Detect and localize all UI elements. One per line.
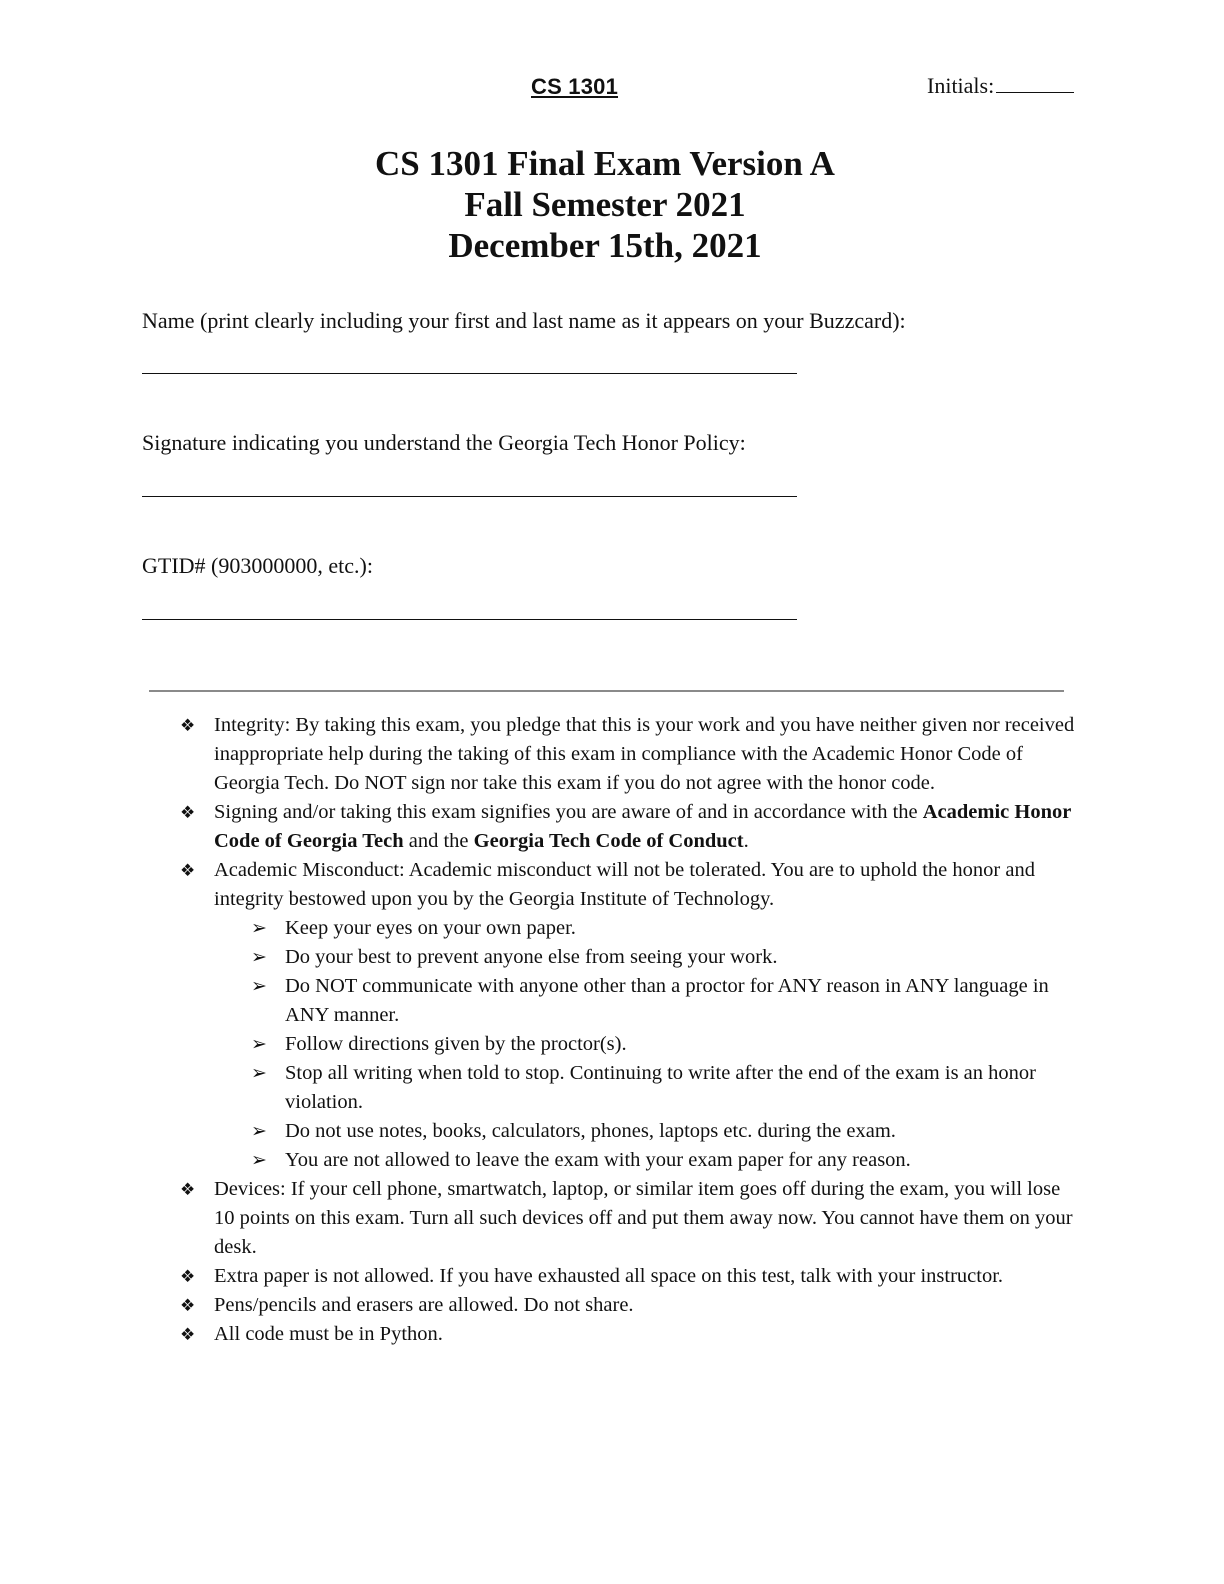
arrow-bullet-icon: ➢ bbox=[251, 976, 267, 997]
subrule-item bbox=[180, 1030, 1080, 1059]
initials-label: Initials: bbox=[927, 73, 995, 98]
initials-blank-line[interactable] bbox=[996, 72, 1074, 93]
name-field-label: Name (print clearly including your first and last name as it appears on your Buzzcard): bbox=[142, 308, 906, 333]
diamond-bullet-icon: ❖ bbox=[180, 1180, 196, 1199]
rule-text: and the bbox=[403, 830, 474, 852]
subrule-text: You are not allowed to leave the exam with your exam paper for any reason. bbox=[285, 1149, 911, 1171]
arrow-bullet-icon: ➢ bbox=[251, 1034, 267, 1055]
subrule-item bbox=[180, 1117, 1080, 1146]
diamond-bullet-icon: ❖ bbox=[180, 1296, 196, 1315]
rule-pens bbox=[180, 1291, 1080, 1320]
rule-text: All code must be in Python. bbox=[214, 1323, 443, 1345]
exam-title bbox=[0, 143, 1210, 266]
honor-code-name: Academic Honor Code of Georgia Tech bbox=[214, 801, 1071, 852]
rule-misconduct bbox=[180, 856, 1080, 914]
name-field-line[interactable] bbox=[142, 373, 797, 374]
signature-field-line[interactable] bbox=[142, 496, 797, 497]
misconduct-subrules bbox=[180, 914, 1080, 1175]
exam-title-line-3: December 15th, 2021 bbox=[448, 226, 762, 265]
gtid-field-label: GTID# (903000000, etc.): bbox=[142, 553, 373, 578]
rule-extra-paper bbox=[180, 1262, 1080, 1291]
subrule-item bbox=[180, 943, 1080, 972]
subrule-text: Do NOT communicate with anyone other than a proctor for ANY reason in ANY language in ANY manner. bbox=[285, 975, 1049, 1026]
rule-text: Academic Misconduct: Academic misconduct will not be tolerated. You are to uphold the honor and integrity bestowed upon you by the Georgia Institute of Technology. bbox=[214, 859, 1035, 910]
exam-rules bbox=[180, 711, 1080, 1349]
rule-text: Integrity: By taking this exam, you pledge that this is your work and you have neither given nor received inappropriate help during the taking of this exam in compliance with the Academic Honor Code of Georgia Tech. Do NOT sign nor take this exam if you do not agree with the honor code. bbox=[214, 714, 1075, 794]
rule-text: Signing and/or taking this exam signifies you are aware of and in accordance with the bbox=[214, 801, 923, 823]
course-code: CS 1301 bbox=[531, 74, 619, 99]
diamond-bullet-icon: ❖ bbox=[180, 1267, 196, 1286]
subrule-item bbox=[180, 914, 1080, 943]
arrow-bullet-icon: ➢ bbox=[251, 1121, 267, 1142]
rule-text: . bbox=[743, 830, 749, 852]
arrow-bullet-icon: ➢ bbox=[251, 918, 267, 939]
rule-text: Devices: If your cell phone, smartwatch, laptop, or similar item goes off during the exam, you will lose 10 points on this exam. Turn all such devices off and put them away now. You cannot have them on your desk. bbox=[214, 1178, 1073, 1258]
signature-field-label: Signature indicating you understand the Georgia Tech Honor Policy: bbox=[142, 430, 746, 455]
subrule-text: Do your best to prevent anyone else from seeing your work. bbox=[285, 946, 778, 968]
rule-signing bbox=[180, 798, 1080, 856]
subrule-text: Keep your eyes on your own paper. bbox=[285, 917, 576, 939]
rule-text: Extra paper is not allowed. If you have exhausted all space on this test, talk with your instructor. bbox=[214, 1265, 1004, 1287]
subrule-text: Do not use notes, books, calculators, phones, laptops etc. during the exam. bbox=[285, 1120, 896, 1142]
subrule-item bbox=[180, 972, 1080, 1030]
section-divider bbox=[149, 690, 1064, 692]
diamond-bullet-icon: ❖ bbox=[180, 803, 196, 822]
rule-text: Pens/pencils and erasers are allowed. Do not share. bbox=[214, 1294, 634, 1316]
exam-title-line-1: CS 1301 Final Exam Version A bbox=[375, 144, 835, 183]
initials-field[interactable] bbox=[927, 72, 1074, 99]
subrule-text: Stop all writing when told to stop. Continuing to write after the end of the exam is an honor violation. bbox=[285, 1062, 1036, 1113]
diamond-bullet-icon: ❖ bbox=[180, 861, 196, 880]
subrule-text: Follow directions given by the proctor(s). bbox=[285, 1033, 627, 1055]
rule-integrity bbox=[180, 711, 1080, 798]
arrow-bullet-icon: ➢ bbox=[251, 947, 267, 968]
diamond-bullet-icon: ❖ bbox=[180, 716, 196, 735]
rule-devices bbox=[180, 1175, 1080, 1262]
gtid-field-line[interactable] bbox=[142, 619, 797, 620]
exam-title-line-2: Fall Semester 2021 bbox=[464, 185, 746, 224]
diamond-bullet-icon: ❖ bbox=[180, 1325, 196, 1344]
rule-python bbox=[180, 1320, 1080, 1349]
code-of-conduct-name: Georgia Tech Code of Conduct bbox=[473, 830, 744, 852]
arrow-bullet-icon: ➢ bbox=[251, 1063, 267, 1084]
arrow-bullet-icon: ➢ bbox=[251, 1150, 267, 1171]
subrule-item bbox=[180, 1059, 1080, 1117]
subrule-item bbox=[180, 1146, 1080, 1175]
